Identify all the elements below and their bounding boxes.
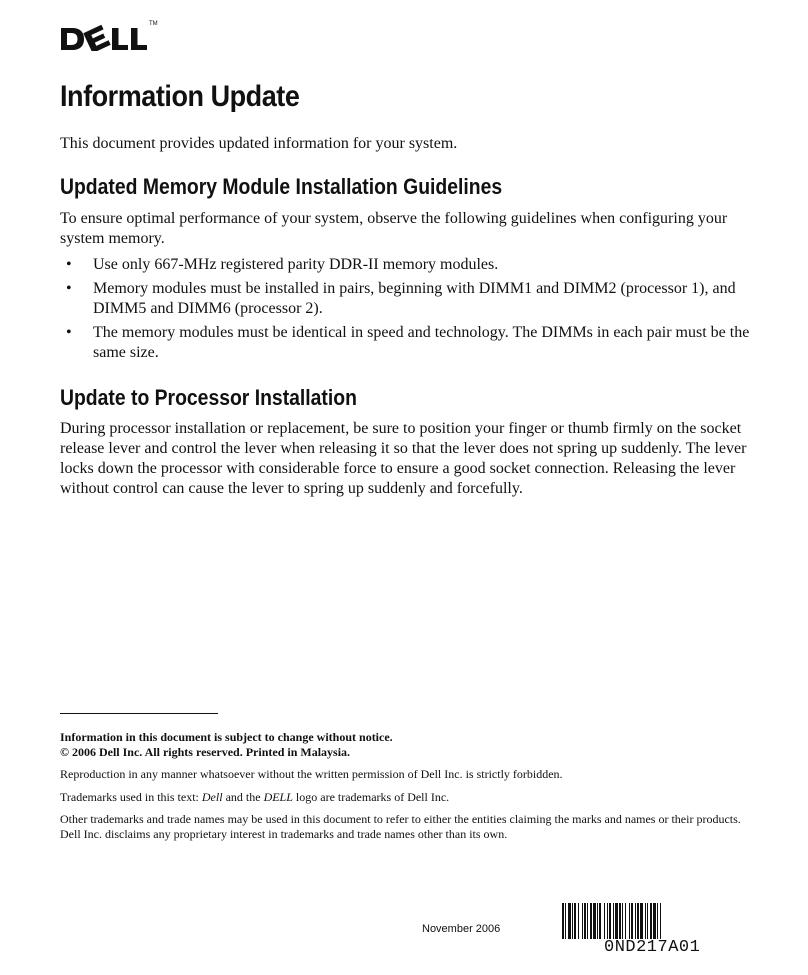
barcode-bar (657, 903, 658, 939)
list-item (60, 323, 750, 363)
part-number: 0ND217A01 (604, 938, 701, 957)
memory-section-intro: To ensure optimal performance of your system, observe the following guidelines when configuring your system memory. (60, 210, 728, 247)
trademark-middle: and the (222, 790, 264, 804)
barcode (562, 903, 748, 939)
trademark-dell-caps: DELL (263, 790, 293, 804)
list-item-text: Use only 667-MHz registered parity DDR-II memory modules. (93, 256, 499, 273)
change-notice: Information in this document is subject to change without notice. (60, 730, 393, 744)
publication-date: November 2006 (422, 923, 501, 935)
barcode-bar (625, 903, 626, 939)
trademark-dell: Dell (201, 790, 223, 804)
barcode-bar (572, 903, 573, 939)
barcode-bar (653, 903, 656, 939)
barcode-bar (622, 903, 623, 939)
barcode-bar (640, 903, 643, 939)
barcode-bar (562, 903, 564, 939)
dell-logo-mark (60, 17, 170, 51)
dell-logo (60, 17, 170, 51)
barcode-bar (599, 903, 601, 939)
barcode-bar (613, 903, 614, 939)
barcode-bar (590, 903, 592, 939)
other-trademarks-notice: Other trademarks and trade names may be used in this document to refer to either the entities claiming the marks and names or their products. Dell Inc. disclaims any proprietary interest in trademarks and trade names other than its own. (60, 812, 741, 841)
barcode-bar (578, 903, 579, 939)
trademark-symbol: TM (149, 21, 158, 27)
barcode-bar (574, 903, 576, 939)
processor-section-heading: Update to Processor Installation (60, 385, 357, 410)
list-item-text: Memory modules must be installed in pairs, beginning with DIMM1 and DIMM2 (processor 1), and DIMM5 and DIMM6 (processor 2). (93, 280, 736, 317)
barcode-bar (619, 903, 621, 939)
barcode-bar (660, 903, 661, 939)
list-item-text: The memory modules must be identical in speed and technology. The DIMMs in each pair must be the same size. (93, 324, 750, 361)
barcode-bar (645, 903, 646, 939)
reproduction-notice: Reproduction in any manner whatsoever without the written permission of Dell Inc. is strictly forbidden. (60, 767, 563, 781)
barcode-bar (582, 903, 583, 939)
intro-text: This document provides updated information for your system. (60, 135, 458, 152)
trademark-prefix: Trademarks used in this text: (60, 790, 202, 804)
bullet-icon: • (66, 256, 72, 273)
barcode-bar (593, 903, 596, 939)
memory-section-heading: Updated Memory Module Installation Guidelines (60, 174, 503, 199)
barcode-bar (604, 903, 605, 939)
barcode-bar (565, 903, 566, 939)
barcode-bar (631, 903, 633, 939)
barcode-bar (609, 903, 611, 939)
barcode-bar (629, 903, 630, 939)
copyright-notice: © 2006 Dell Inc. All rights reserved. Printed in Malaysia. (60, 745, 351, 759)
barcode-bar (568, 903, 571, 939)
footnote-divider (60, 713, 218, 714)
barcode-bar (637, 903, 639, 939)
barcode-bar (635, 903, 636, 939)
list-item (60, 279, 750, 319)
barcode-bar (615, 903, 618, 939)
bullet-icon: • (66, 324, 72, 341)
barcode-bar (584, 903, 586, 939)
barcode-bar (607, 903, 608, 939)
memory-guidelines-list (60, 255, 750, 367)
trademark-notice (60, 790, 760, 805)
barcode-bar (650, 903, 652, 939)
page-title: Information Update (60, 80, 300, 113)
processor-section-body: During processor installation or replacement, be sure to position your finger or thumb firmly on the socket release lever and control the lever when releasing it so that the lever does not spring up suddenly. The lever locks down the processor with considerable force to ensure a good socket connection. Releasing the lever without control can cause the lever to spring up suddenly and forcefully. (60, 420, 747, 497)
barcode-bar (647, 903, 648, 939)
barcode-bar (587, 903, 588, 939)
barcode-bar (597, 903, 598, 939)
list-item (60, 255, 750, 275)
trademark-suffix: logo are trademarks of Dell Inc. (292, 790, 450, 804)
bullet-icon: • (66, 280, 72, 297)
